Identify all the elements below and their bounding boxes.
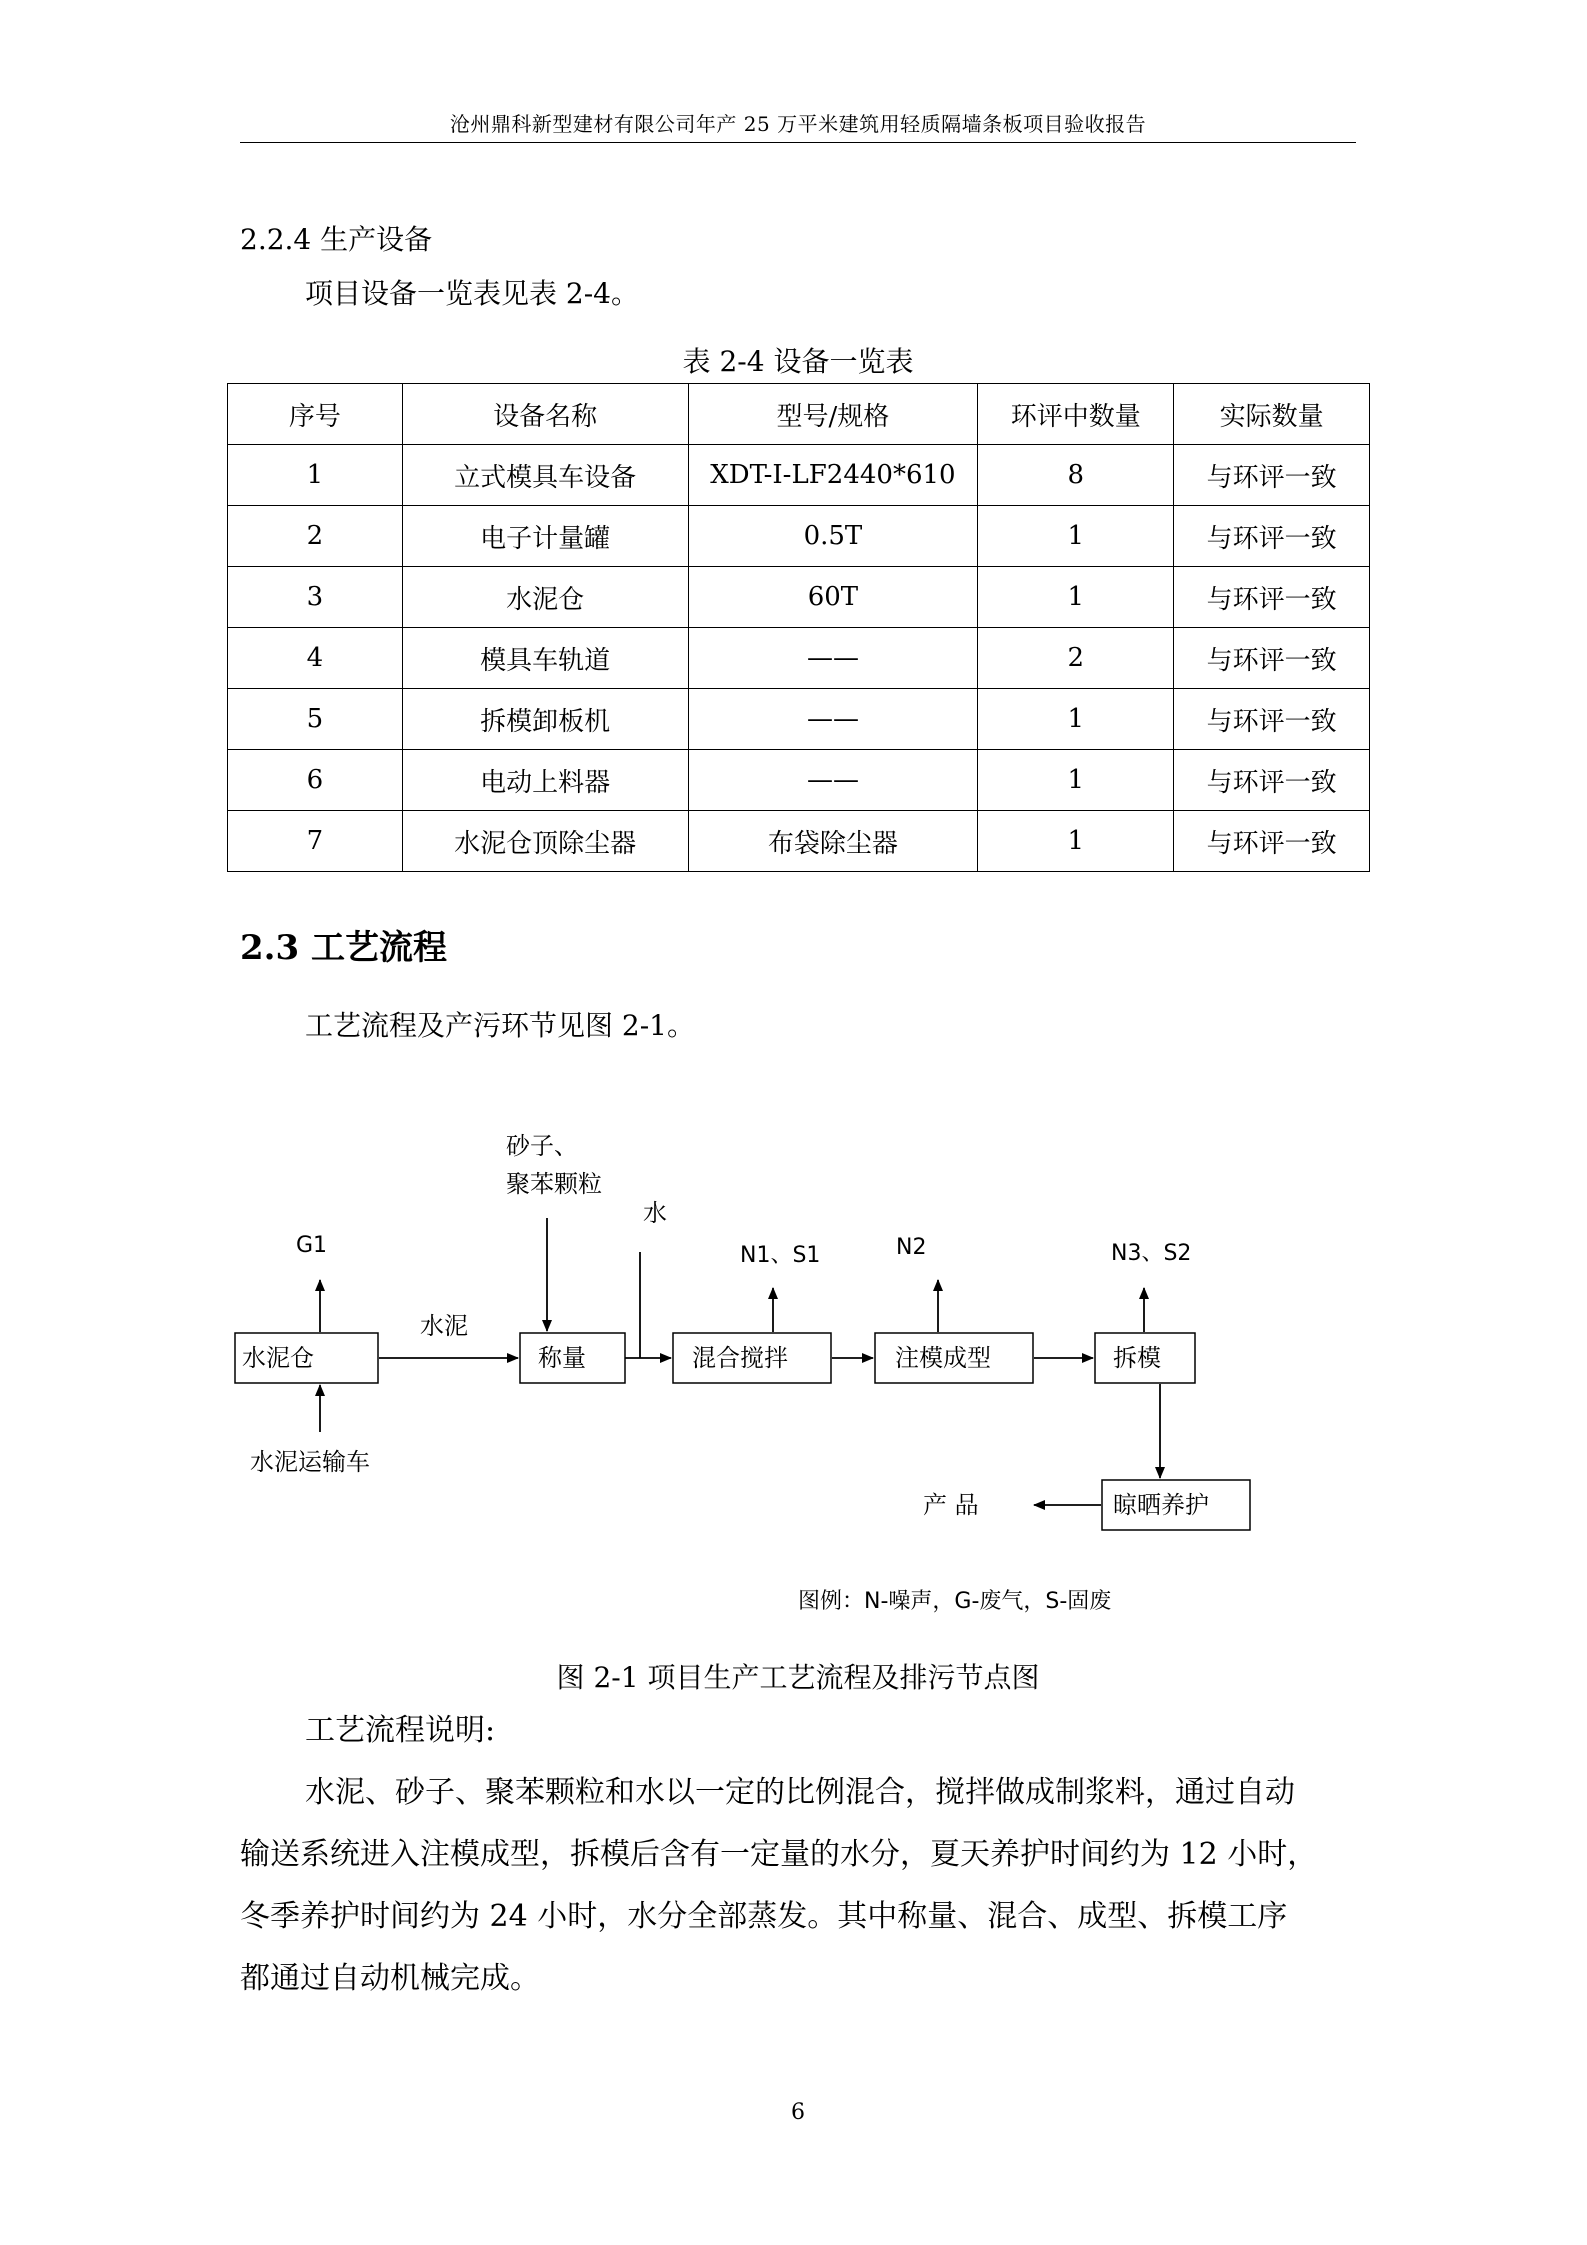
table-cell: 1 <box>978 506 1174 567</box>
table-cell: 1 <box>978 811 1174 872</box>
label-n1s1: N1、S1 <box>740 1243 821 1268</box>
table-cell: 水泥仓 <box>402 567 688 628</box>
section-2-3-intro: 工艺流程及产污环节见图 2-1。 <box>305 1009 695 1042</box>
table-caption: 表 2-4 设备一览表 <box>682 345 914 378</box>
box-molding <box>875 1333 1033 1383</box>
table-cell: 1 <box>228 445 403 506</box>
legend: 图例：N-噪声，G-废气，S-固废 <box>798 1589 1112 1614</box>
table-cell: XDT-I-LF2440*610 <box>688 445 978 506</box>
table-header-cell: 设备名称 <box>402 384 688 445</box>
box-label: 混合搅拌 <box>692 1344 788 1372</box>
table-cell: 2 <box>228 506 403 567</box>
table-cell: 1 <box>978 750 1174 811</box>
table-cell: 模具车轨道 <box>402 628 688 689</box>
section-2-3-title: 2.3 工艺流程 <box>240 928 447 968</box>
table-cell: —— <box>688 689 978 750</box>
table-header-cell: 环评中数量 <box>978 384 1174 445</box>
box-label: 称量 <box>538 1344 586 1372</box>
table-cell: 0.5T <box>688 506 978 567</box>
header-rule <box>240 142 1356 143</box>
figure-caption: 图 2-1 项目生产工艺流程及排污节点图 <box>556 1661 1040 1694</box>
label-n2: N2 <box>896 1235 927 1260</box>
process-flow-diagram <box>220 1120 1260 1640</box>
table-cell: 立式模具车设备 <box>402 445 688 506</box>
table-cell: 与环评一致 <box>1174 750 1370 811</box>
table-cell: 与环评一致 <box>1174 445 1370 506</box>
table-cell: 5 <box>228 689 403 750</box>
page-header: 沧州鼎科新型建材有限公司年产 25 万平米建筑用轻质隔墙条板项目验收报告 <box>449 112 1147 136</box>
table-cell: 拆模卸板机 <box>402 689 688 750</box>
label-sand-line1: 砂子、 <box>506 1132 578 1160</box>
page-number: 6 <box>791 2100 805 2125</box>
table-cell: 2 <box>978 628 1174 689</box>
equipment-table <box>227 383 1370 872</box>
table-cell: —— <box>688 750 978 811</box>
table-cell: 1 <box>978 689 1174 750</box>
box-label: 水泥仓 <box>242 1344 314 1372</box>
label-cement-truck: 水泥运输车 <box>250 1448 370 1476</box>
label-n3s2: N3、S2 <box>1111 1241 1192 1266</box>
table-row <box>228 628 1370 689</box>
table-cell: —— <box>688 628 978 689</box>
label-water: 水 <box>643 1199 667 1227</box>
table-cell: 水泥仓顶除尘器 <box>402 811 688 872</box>
box-label: 晾晒养护 <box>1113 1491 1209 1519</box>
table-cell: 6 <box>228 750 403 811</box>
box-curing <box>1102 1480 1250 1530</box>
table-cell: 电子计量罐 <box>402 506 688 567</box>
table-header-row <box>228 384 1370 445</box>
table-cell: 7 <box>228 811 403 872</box>
table-cell: 1 <box>978 567 1174 628</box>
table-header-cell: 序号 <box>228 384 403 445</box>
table-cell: 60T <box>688 567 978 628</box>
section-2-2-4-title: 2.2.4 生产设备 <box>240 223 433 256</box>
process-line: 输送系统进入注模成型，拆模后含有一定量的水分，夏天养护时间约为 12 小时， <box>240 1837 1318 1872</box>
label-product: 产 品 <box>923 1491 979 1519</box>
box-mixing <box>673 1333 831 1383</box>
table-cell: 8 <box>978 445 1174 506</box>
table-header-cell: 实际数量 <box>1174 384 1370 445</box>
table-cell: 与环评一致 <box>1174 567 1370 628</box>
table-cell: 布袋除尘器 <box>688 811 978 872</box>
label-sand-line2: 聚苯颗粒 <box>506 1170 602 1198</box>
box-cement-silo <box>235 1333 378 1383</box>
table-row <box>228 689 1370 750</box>
table-cell: 与环评一致 <box>1174 506 1370 567</box>
label-g1: G1 <box>296 1233 328 1258</box>
table-cell: 4 <box>228 628 403 689</box>
process-line: 都通过自动机械完成。 <box>240 1961 540 1996</box>
process-line: 冬季养护时间约为 24 小时，水分全部蒸发。其中称量、混合、成型、拆模工序 <box>240 1899 1288 1934</box>
table-row <box>228 750 1370 811</box>
section-2-2-4-intro: 项目设备一览表见表 2-4。 <box>305 277 639 310</box>
box-label: 拆模 <box>1113 1344 1161 1372</box>
box-weighing <box>520 1333 625 1383</box>
table-row <box>228 811 1370 872</box>
table-header-cell: 型号/规格 <box>688 384 978 445</box>
table-row <box>228 567 1370 628</box>
label-cement: 水泥 <box>420 1312 468 1340</box>
process-line: 水泥、砂子、聚苯颗粒和水以一定的比例混合，搅拌做成制浆料，通过自动 <box>305 1775 1295 1810</box>
table-cell: 与环评一致 <box>1174 628 1370 689</box>
box-demolding <box>1095 1333 1195 1383</box>
table-row <box>228 506 1370 567</box>
box-label: 注模成型 <box>895 1344 991 1372</box>
table-cell: 电动上料器 <box>402 750 688 811</box>
table-row <box>228 445 1370 506</box>
process-heading: 工艺流程说明: <box>305 1713 496 1748</box>
table-cell: 与环评一致 <box>1174 811 1370 872</box>
table-cell: 3 <box>228 567 403 628</box>
table-cell: 与环评一致 <box>1174 689 1370 750</box>
